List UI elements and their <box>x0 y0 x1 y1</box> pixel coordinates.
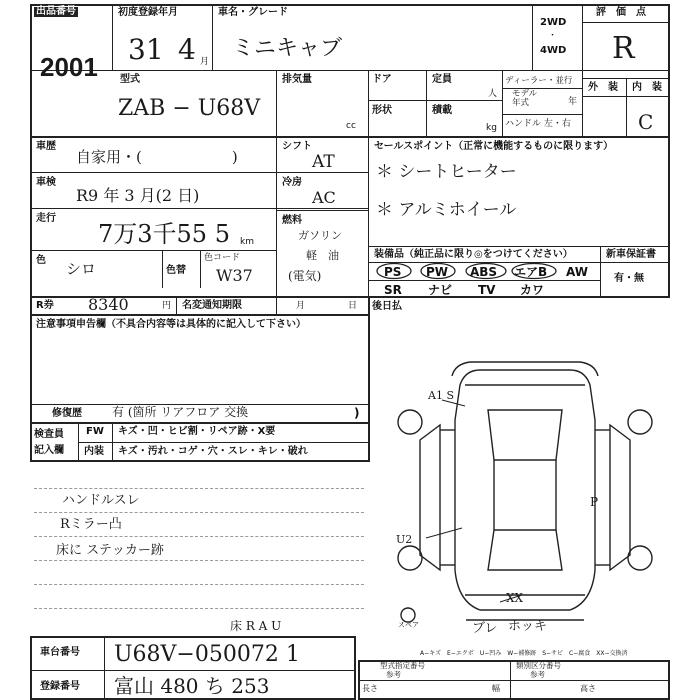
equip-sr: SR <box>384 283 402 297</box>
equipment-label: 装備品（純正品に限り◎をつけてください） <box>374 249 573 260</box>
shift-label: シフト <box>282 141 312 152</box>
aftermarket-label: 後日払 <box>372 301 402 312</box>
color-label: 色 <box>36 255 46 266</box>
cc-unit: cc <box>346 121 356 131</box>
drive-dot: ・ <box>548 31 558 41</box>
inspection-value: R9 年 3 月(2 日) <box>76 186 200 205</box>
width-label: 幅 <box>492 684 500 693</box>
recycle-yen: 円 <box>162 301 172 311</box>
kg-unit: kg <box>486 123 497 133</box>
fuel-gasoline: ガソリン <box>298 229 342 242</box>
equip-aw: AW <box>566 265 588 279</box>
shape-label: 形状 <box>372 105 392 116</box>
capacity-unit: 人 <box>488 89 498 99</box>
model-year-label: モデル 年式 <box>512 89 538 108</box>
sales-point-1: ＊ シートヒーター <box>376 162 517 182</box>
month-unit: 月 <box>200 57 210 67</box>
ac-label: 冷房 <box>282 177 302 188</box>
category-label: 類別区分番号 <box>516 661 561 670</box>
diagram-mark-a1s: A1 S <box>428 389 454 402</box>
drive-4wd: 4WD <box>540 45 567 56</box>
damage-legend: A−キズ E−エクボ U−凹み W−補修跡 S−サビ C−腐食 XX−交換済 <box>420 650 628 657</box>
diagram-mark-hokki: ホッキ <box>508 619 548 634</box>
fw-label: FW <box>86 426 104 437</box>
diagram-mark-p: P <box>590 495 599 509</box>
equip-pw: PW <box>426 265 449 279</box>
mileage-value: 7万3千55 5 <box>98 220 230 248</box>
length-label: 長さ <box>362 684 378 693</box>
eval-score: R <box>612 31 635 66</box>
inspection-label: 車検 <box>36 177 56 188</box>
chassis-value: U68V−050072 1 <box>114 642 300 667</box>
car-diagram <box>380 340 670 650</box>
comment-1: ハンドルスレ <box>62 493 140 508</box>
int-label: 内 装 <box>632 82 662 93</box>
type-value: ZAB − U68V <box>118 96 261 121</box>
displacement-label: 排気量 <box>282 74 312 85</box>
equip-navi: ナビ <box>428 283 453 297</box>
drive-2wd: 2WD <box>540 17 567 28</box>
deadline-month: 月 <box>296 301 306 311</box>
deadline-day: 日 <box>348 301 358 311</box>
eval-label: 評 価 点 <box>596 7 646 18</box>
deadline-label: 名変通知期限 <box>182 300 242 311</box>
warranty-label: 新車保証書 <box>606 249 656 260</box>
inspector-label-2: 記入欄 <box>34 445 64 456</box>
equip-leather: カワ <box>520 283 545 297</box>
chassis-label: 車台番号 <box>40 647 80 658</box>
equip-tv: TV <box>478 283 496 297</box>
lot-label: 出品番号 <box>36 6 76 17</box>
color-value: シロ <box>66 260 97 278</box>
reg-value: 富山 480 ち 253 <box>114 674 270 698</box>
ext-label: 外 装 <box>588 82 618 93</box>
recycle-label: R券 <box>36 300 54 311</box>
comment-3: 床に ステッカー跡 <box>56 543 164 558</box>
equip-ps: PS <box>384 265 402 279</box>
int-inspect-label: 内装 <box>84 446 104 457</box>
model-name: ミニキャブ <box>232 36 343 61</box>
type-label: 型式 <box>120 74 140 85</box>
load-label: 積載 <box>432 105 452 116</box>
recycle-value: 8340 <box>88 295 129 314</box>
warranty-value: 有・無 <box>614 273 644 284</box>
sales-point-2: ＊ アルミホイール <box>376 200 517 220</box>
sales-label: セールスポイント（正常に機能するものに限ります） <box>374 141 614 152</box>
repair-label: 修復歴 <box>52 408 82 419</box>
year-unit: 年 <box>568 97 578 107</box>
repaint-label: 色替 <box>166 265 186 276</box>
diagram-mark-u2: U2 <box>396 533 413 546</box>
capacity-label: 定員 <box>432 74 452 85</box>
dealer-label: ディーラー・並行 <box>505 76 573 86</box>
type-ref-label: 参考 <box>386 670 401 679</box>
model-label: 車名・グレード <box>218 7 288 18</box>
fuel-electric: (電気) <box>288 269 322 283</box>
equip-abs: ABS <box>470 265 498 279</box>
notes-label: 注意事項申告欄（不具合内容等は具体的に記入して下さい） <box>36 319 306 330</box>
height-label: 高さ <box>580 684 596 693</box>
door-label: ドア <box>372 74 392 85</box>
fw-items: キズ・凹・ヒビ割・リペア跡・X要 <box>118 426 276 437</box>
color-code-label: 色コード <box>204 253 241 263</box>
shift-value: AT <box>312 152 335 172</box>
comment-2: Rミラー凸 <box>60 517 122 532</box>
spare-label: スペア <box>398 621 419 629</box>
int-score: C <box>638 110 654 134</box>
km-unit: km <box>240 237 254 247</box>
history-label: 車歴 <box>36 141 56 152</box>
history-value: 自家用・( ) <box>76 148 238 166</box>
equip-airbag: エアB <box>514 265 548 279</box>
lot-number: 2001 <box>40 52 98 82</box>
ac-value: AC <box>312 188 336 207</box>
repair-value: 有 (箇所 リアフロア 交換 <box>112 405 249 419</box>
type-designation-label: 型式指定番号 <box>380 661 425 670</box>
first-reg-year: 31 <box>128 33 164 66</box>
mileage-label: 走行 <box>36 213 56 224</box>
color-code-value: W37 <box>216 266 253 285</box>
repair-close: ) <box>354 406 360 420</box>
fuel-diesel: 軽 油 <box>306 249 339 262</box>
diagram-mark-xx: XX <box>506 591 524 605</box>
diagram-mark-bure: ブレ <box>472 621 498 636</box>
equipment-circles <box>368 262 600 282</box>
reg-label: 登録番号 <box>40 681 80 692</box>
category-ref-label: 参考 <box>530 670 545 679</box>
first-reg-month: 4 <box>178 33 196 66</box>
footer-scribble: 床 R A U <box>230 619 282 633</box>
handle-label: ハンドル 左・右 <box>505 119 571 129</box>
fuel-label: 燃料 <box>282 215 302 226</box>
int-items: キズ・汚れ・コゲ・穴・スレ・キレ・破れ <box>118 446 308 457</box>
first-reg-label: 初度登録年月 <box>118 7 178 18</box>
inspector-label-1: 検査員 <box>34 429 64 440</box>
